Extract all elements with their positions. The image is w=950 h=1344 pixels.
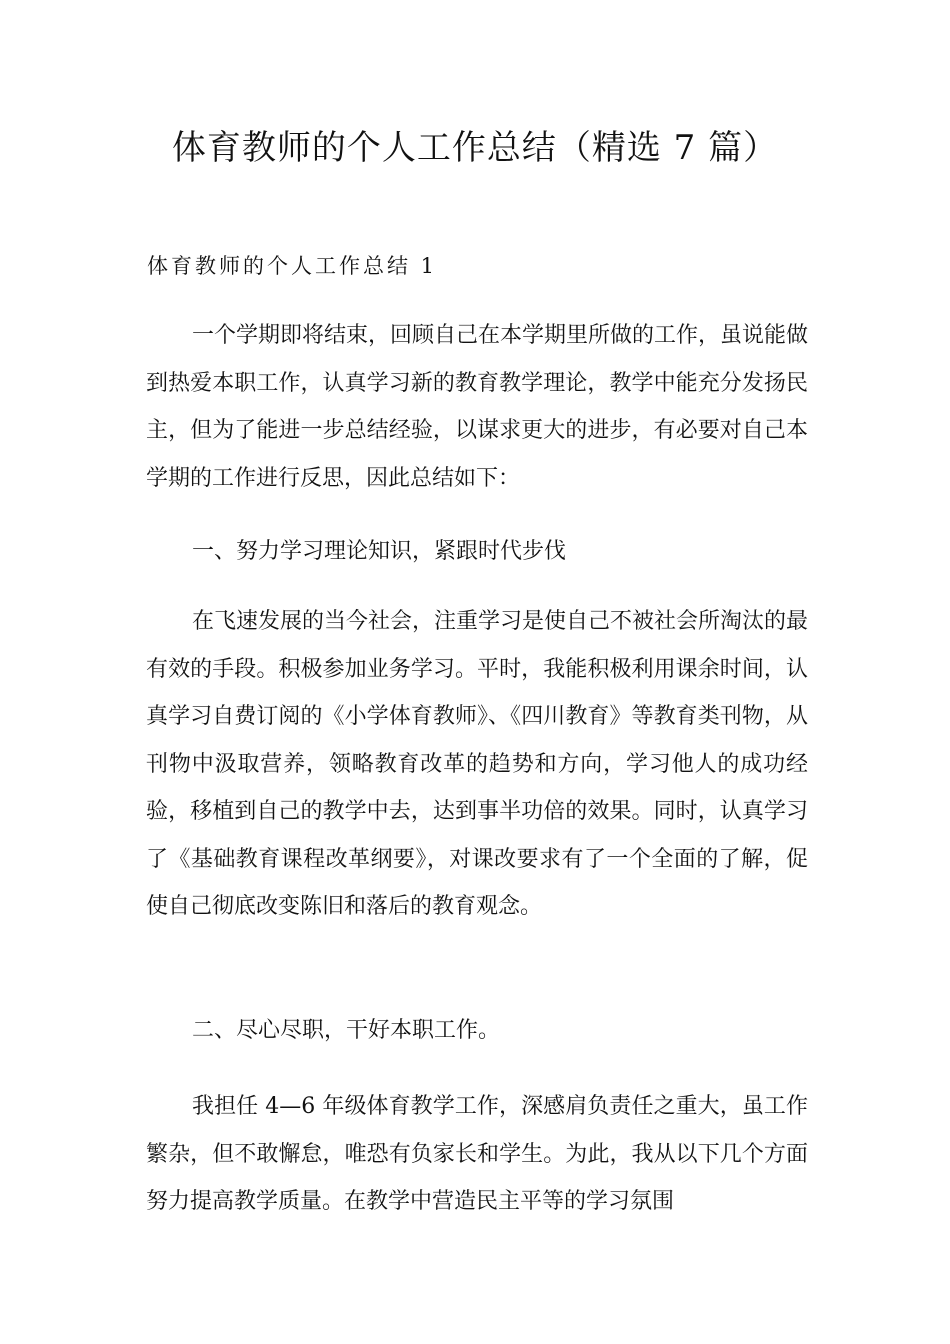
duty-paragraph: 我担任 4—6 年级体育教学工作，深感肩负责任之重大，虽工作繁杂，但不敢懈怠，唯恐有负家长和学生。为此，我从以下几个方面努力提高教学质量。在教学中营造民主平等的学习氛围	[146, 1094, 808, 1214]
intro-paragraph: 一个学期即将结束，回顾自己在本学期里所做的工作，虽说能做到热爱本职工作，认真学习新的教育教学理论，教学中能充分发扬民主，但为了能进一步总结经验，以谋求更大的进步，有必要对自己本学期的工作进行反思，因此总结如下：	[146, 323, 809, 491]
heading-duty: 二、尽心尽职，干好本职工作。	[192, 1018, 501, 1043]
heading-study-theory: 一、努力学习理论知识，紧跟时代步伐	[192, 539, 567, 564]
study-theory-paragraph: 在飞速发展的当今社会，注重学习是使自己不被社会所淘汰的最有效的手段。积极参加业务学习。平时，我能积极利用课余时间，认真学习自费订阅的《小学体育教师》、《四川教育》等教育类刊物，从刊物中汲取营养，领略教育改革的趋势和方向，学习他人的成功经验，移植到自己的教学中去，达到事半功倍的效果。同时，认真学习了《基础教育课程改革纲要》，对课改要求有了一个全面的了解，促使自己彻底改变陈旧和落后的教育观念。	[146, 609, 809, 919]
section-title: 体育教师的个人工作总结 1	[147, 254, 438, 278]
document-title: 体育教师的个人工作总结（精选 7 篇）	[171, 128, 779, 168]
